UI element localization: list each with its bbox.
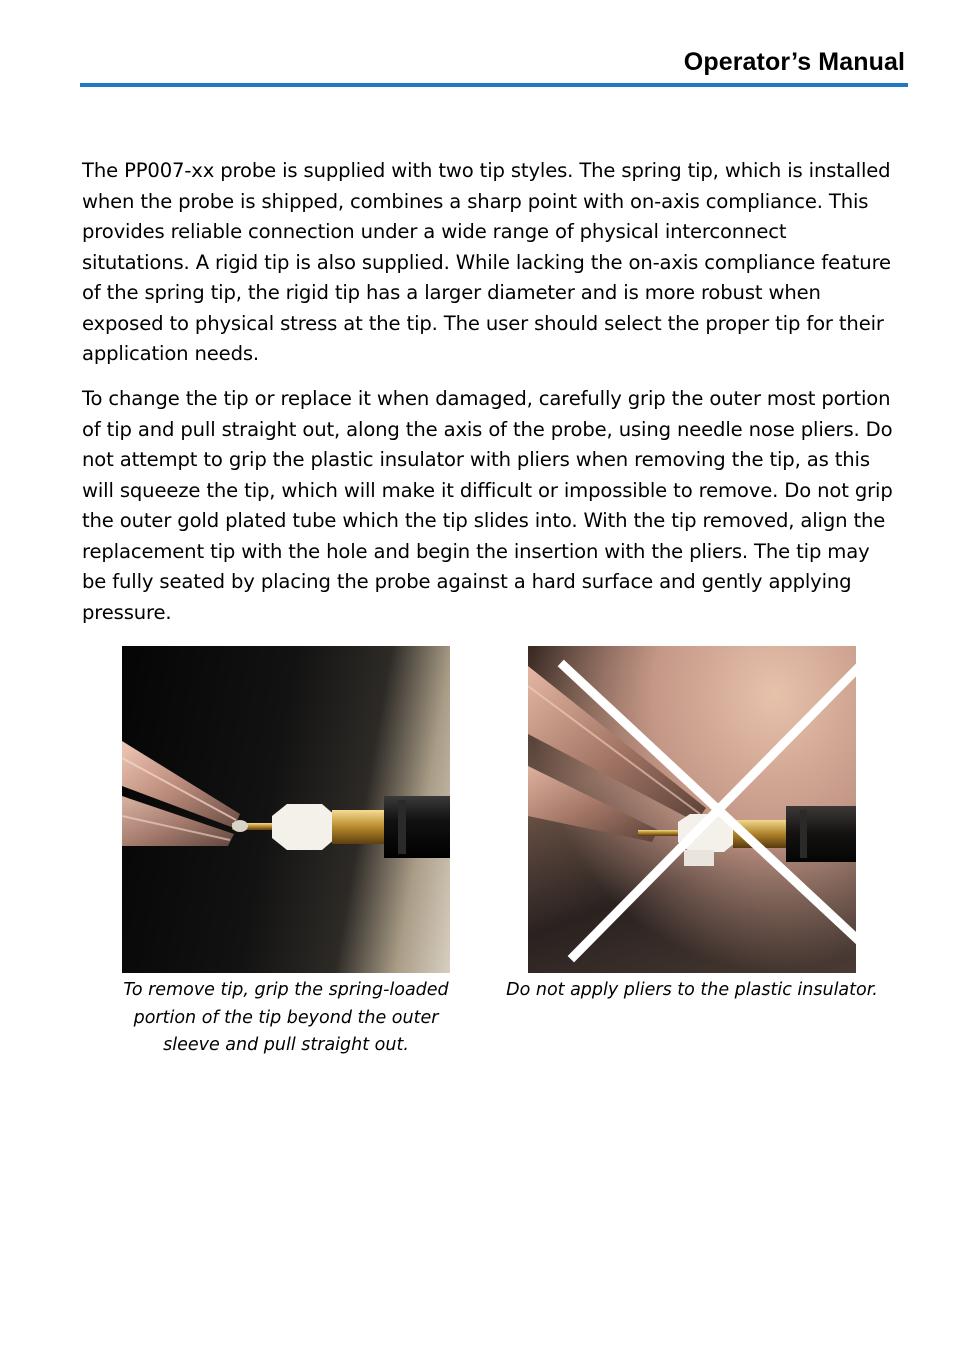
figure-caption-right: Do not apply pliers to the plastic insulator.: [506, 980, 878, 1000]
paragraph-change-tip: To change the tip or replace it when damaged, carefully grip the outer most portion of tip and pull straight out, along the axis of the probe, using needle nose pliers. Do not attempt to grip the plastic insulator with pliers when removing the tip, as this will squeeze the tip, which will make it difficult or impossible to remove. Do not grip the outer gold plated tube which the tip slides into. With the tip removed, align the replacement tip with the hole and begin the insertion with the pliers. The tip may be fully seated by placing the probe against a hard surface and gently applying pressure.: [82, 387, 893, 624]
photo-correct-grip: [122, 646, 450, 973]
header-title: Operator’s Manual: [683, 48, 905, 76]
paragraph-tip-styles: The PP007-xx probe is supplied with two tip styles. The spring tip, which is installed when the probe is shipped, combines a sharp point with on-axis compliance. This provides reliable connection under a wide range of physical interconnect situtations. A rigid tip is also supplied. While lacking the on-axis compliance feature of the spring tip, the rigid tip has a larger diameter and is more robust when exposed to physical stress at the tip. The user should select the proper tip for their application needs.: [82, 159, 891, 365]
photo-incorrect-grip: [528, 646, 856, 973]
header-rule: [80, 83, 908, 87]
photo-correct-grip-illustration: [122, 646, 450, 973]
figure-caption-left: To remove tip, grip the spring-loaded portion of the tip beyond the outer sleeve and pull straight out.: [123, 980, 449, 1055]
photo-incorrect-grip-illustration: [528, 646, 856, 973]
